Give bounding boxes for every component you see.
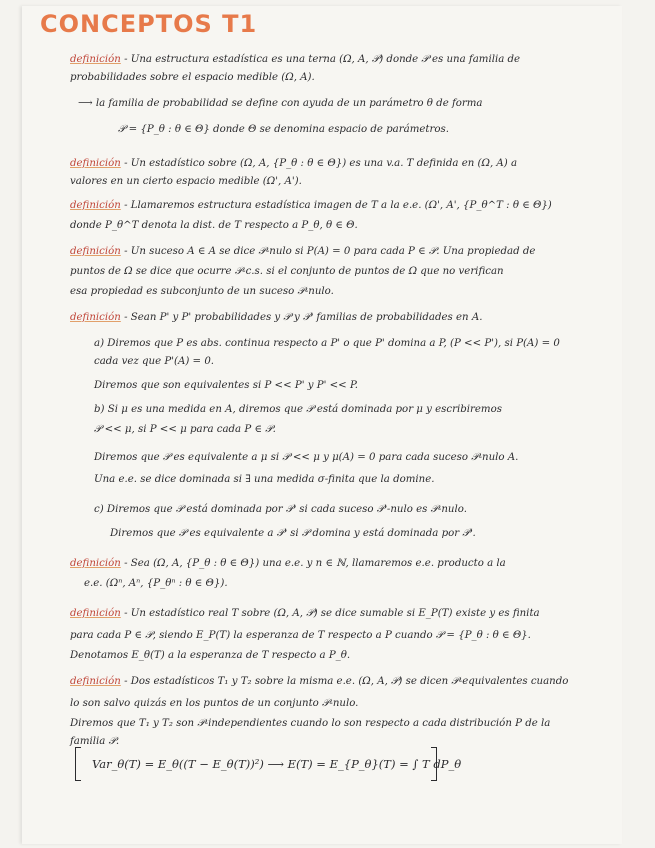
text-line: definición - Dos estadísticos T₁ y T₂ sobre la misma e.e. (Ω, A, 𝒫) se dicen 𝒫-equivalentes cuando <box>70 676 569 687</box>
text-line: familia 𝒫. <box>70 736 120 747</box>
page-title: CONCEPTOS T1 <box>40 10 258 38</box>
text-line: definición - Una estructura estadística es una terna (Ω, A, 𝒫) donde 𝒫 es una familia de <box>70 54 521 65</box>
text-line: e.e. (Ωⁿ, Aⁿ, {P_θⁿ : θ ∈ Θ}). <box>84 578 228 589</box>
text-line: ⟶ la familia de probabilidad se define con ayuda de un parámetro θ de forma <box>78 98 483 109</box>
text-line: definición - Un estadístico sobre (Ω, A, {P_θ : θ ∈ Θ}) es una v.a. T definida en (Ω, A) a <box>70 158 518 169</box>
text-line: Diremos que T₁ y T₂ son 𝒫-independientes cuando lo son respecto a cada distribución P de la <box>70 718 551 729</box>
text-line: definición - Sean P' y P' probabilidades y 𝒫 y 𝒫' familias de probabilidades en A. <box>70 312 483 323</box>
text-line: cada vez que P'(A) = 0. <box>94 356 215 367</box>
text-line: Diremos que 𝒫 es equivalente a μ si 𝒫 << μ y μ(A) = 0 para cada suceso 𝒫-nulo A. <box>94 452 519 463</box>
text-line: definición - Un suceso A ∈ A se dice 𝒫-nulo si P(A) = 0 para cada P ∈ 𝒫. Una propiedad de <box>70 246 536 257</box>
text-line: esa propiedad es subconjunto de un suceso 𝒫-nulo. <box>70 286 334 297</box>
text-line: c) Diremos que 𝒫 está dominada por 𝒫' si cada suceso 𝒫'-nulo es 𝒫-nulo. <box>94 504 467 515</box>
text-line: puntos de Ω se dice que ocurre 𝒫-c.s. si el conjunto de puntos de Ω que no verifican <box>70 266 504 277</box>
text-line: probabilidades sobre el espacio medible (Ω, A). <box>70 72 315 83</box>
text-line: definición - Sea (Ω, A, {P_θ : θ ∈ Θ}) una e.e. y n ∈ ℕ, llamaremos e.e. producto a la <box>70 558 506 569</box>
text-line: Una e.e. se dice dominada si ∃ una medida σ-finita que la domine. <box>94 474 435 485</box>
text-line: para cada P ∈ 𝒫, siendo E_P(T) la esperanza de T respecto a P cuando 𝒫 = {P_θ : θ ∈ Θ}. <box>70 630 531 641</box>
text-line: definición - Un estadístico real T sobre (Ω, A, 𝒫) se dice sumable si E_P(T) existe y es finita <box>70 608 540 619</box>
text-line: a) Diremos que P es abs. continua respecto a P' o que P' domina a P, (P << P'), si P(A) = 0 <box>94 338 560 349</box>
text-line: 𝒫 << μ, si P << μ para cada P ∈ 𝒫. <box>94 424 276 435</box>
text-line: definición - Llamaremos estructura estadística imagen de T a la e.e. (Ω', A', {P_θ^T : θ ∈ Θ}) <box>70 200 552 211</box>
text-line: valores en un cierto espacio medible (Ω', A'). <box>70 176 302 187</box>
text-line: lo son salvo quizás en los puntos de un conjunto 𝒫-nulo. <box>70 698 359 709</box>
text-line: b) Si μ es una medida en A, diremos que 𝒫 está dominada por μ y escribiremos <box>94 404 502 415</box>
text-line: Diremos que 𝒫 es equivalente a 𝒫' si 𝒫 domina y está dominada por 𝒫'. <box>110 528 476 539</box>
text-line: Diremos que son equivalentes si P << P' y P' << P. <box>94 380 358 391</box>
text-line: donde P_θ^T denota la dist. de T respecto a P_θ, θ ∈ Θ. <box>70 220 358 231</box>
text-line: 𝒫 = {P_θ : θ ∈ Θ} donde Θ se denomina espacio de parámetros. <box>118 124 449 135</box>
text-line: Denotamos E_θ(T) a la esperanza de T respecto a P_θ. <box>70 650 351 661</box>
formula: Var_θ(T) = E_θ((T − E_θ(T))²) ⟶ E(T) = E_{P_θ}(T) = ∫ T dP_θ <box>92 757 462 771</box>
